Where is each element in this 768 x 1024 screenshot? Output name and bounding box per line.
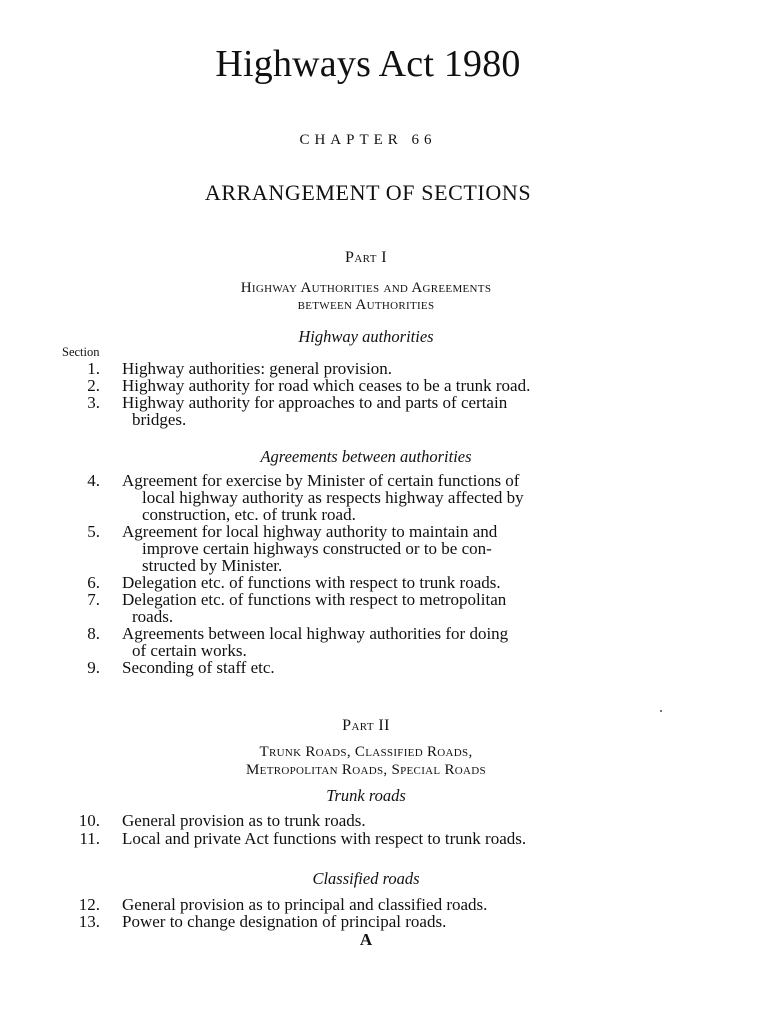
section-title: Highway authorities: general provision. <box>122 359 393 378</box>
section-title: Agreements between local highway authorities for doing of certain works. <box>122 624 509 660</box>
subheading-agreements: Agreements between authorities <box>260 447 472 466</box>
section-number: 8. <box>87 624 100 643</box>
subheading-classified-roads: Classified roads <box>312 869 420 888</box>
section-title: Agreement for exercise by Minister of certain functions of local highway authority as respects highway affected by construction, etc. of trunk road. <box>122 471 524 524</box>
part-2-heading-line1: Trunk Roads, Classified Roads, <box>259 744 473 760</box>
section-number: 1. <box>87 359 100 378</box>
section-title: Highway authority for approaches to and parts of certain bridges. <box>122 393 508 429</box>
section-number: 3. <box>87 393 100 412</box>
subheading-trunk-roads: Trunk roads <box>326 786 406 805</box>
part-2-label: Part II <box>342 717 390 734</box>
part-2-heading-line2: Metropolitan Roads, Special Roads <box>246 762 486 778</box>
section-title: General provision as to principal and classified roads. <box>122 895 488 914</box>
section-number: 4. <box>87 471 100 490</box>
section-title: Highway authority for road which ceases to be a trunk road. <box>122 376 531 395</box>
section-column-label: Section <box>62 345 100 359</box>
part-1-heading-line1: Highway Authorities and Agreements <box>240 280 492 296</box>
section-number: 6. <box>87 573 100 592</box>
section-title: Power to change designation of principal roads. <box>122 912 447 931</box>
document-title: Highways Act 1980 <box>215 43 521 85</box>
section-number: 13. <box>78 912 100 931</box>
scan-speck <box>660 710 662 712</box>
section-title: General provision as to trunk roads. <box>122 811 366 830</box>
subheading-highway-authorities: Highway authorities <box>298 327 434 346</box>
part-1-label: Part I <box>345 249 387 266</box>
section-number: 9. <box>87 658 100 677</box>
printer-signature-mark: A <box>359 930 373 949</box>
section-title: Seconding of staff etc. <box>122 658 275 677</box>
arrangement-heading: ARRANGEMENT OF SECTIONS <box>204 180 532 205</box>
section-number: 11. <box>79 829 100 848</box>
section-number: 2. <box>87 376 100 395</box>
section-number: 7. <box>87 590 100 609</box>
part-1-heading-line2: between Authorities <box>297 297 435 313</box>
section-title: Local and private Act functions with respect to trunk roads. <box>122 829 527 848</box>
section-title: Delegation etc. of functions with respect to metropolitan roads. <box>122 590 507 626</box>
chapter-heading: CHAPTER 66 <box>299 132 437 148</box>
section-number: 12. <box>78 895 100 914</box>
section-number: 5. <box>87 522 100 541</box>
section-title: Agreement for local highway authority to maintain and improve certain highways constructed or to be con- structed by Minister. <box>122 522 498 575</box>
section-title: Delegation etc. of functions with respect to trunk roads. <box>122 573 501 592</box>
section-number: 10. <box>78 811 100 830</box>
